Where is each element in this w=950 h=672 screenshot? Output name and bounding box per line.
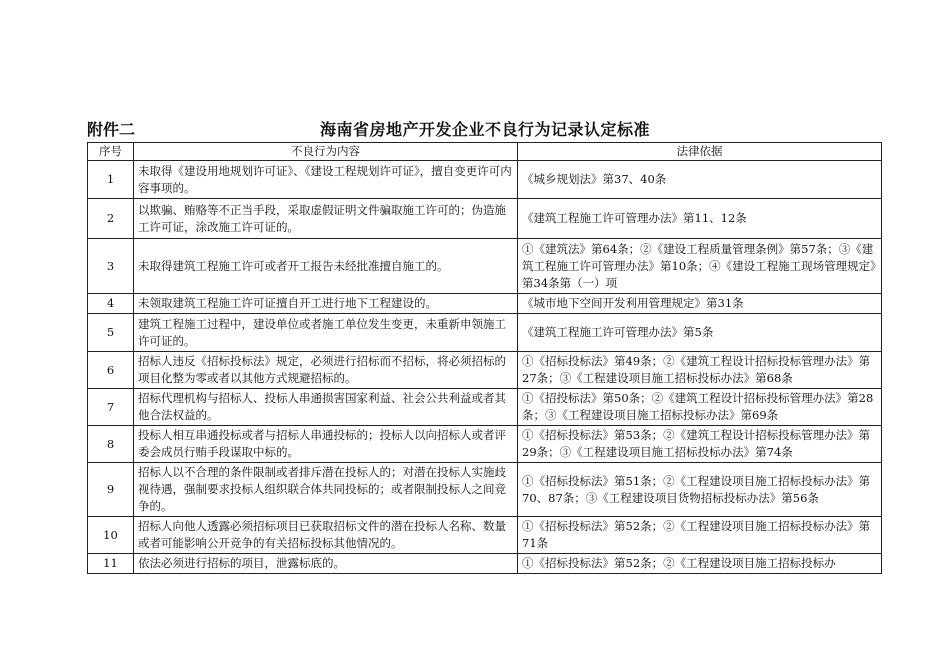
basis-cell: 《建筑工程施工许可管理办法》第11、12条 (518, 199, 882, 239)
basis-cell: ①《招标投标法》第51条；②《工程建设项目施工招标投标办法》第70、87条；③《工程建设项目货物招标投标办法》第56条 (518, 463, 882, 517)
header-no: 序号 (88, 143, 134, 161)
behavior-cell: 以欺骗、贿赂等不正当手段，采取虚假证明文件骗取施工许可的；伪造施工许可证，涂改施工许可证的。 (134, 199, 518, 239)
table-header-row (88, 143, 882, 161)
behavior-cell: 投标人相互串通投标或者与招标人串通投标的；投标人以向招标人或者评委会成员行贿手段谋取中标的。 (134, 426, 518, 463)
document-title: 海南省房地产开发企业不良行为记录认定标准 (320, 120, 651, 139)
behavior-cell: 依法必须进行招标的项目，泄露标底的。 (134, 554, 518, 574)
table-row (88, 389, 882, 426)
header-basis: 法律依据 (518, 143, 882, 161)
header-behavior: 不良行为内容 (134, 143, 518, 161)
basis-cell: ①《招标投标法》第53条；②《建筑工程设计招标投标管理办法》第29条；③《工程建设项目施工招标投标办法》第74条 (518, 426, 882, 463)
basis-cell: ①《招标投标法》第52条；②《工程建设项目施工招标投标办法》第71条 (518, 517, 882, 554)
row-number: 5 (88, 314, 134, 352)
row-number: 9 (88, 463, 134, 517)
table-row (88, 239, 882, 294)
basis-cell: ①《招标投标法》第52条；②《工程建设项目施工招标投标办 (518, 554, 882, 574)
table-row (88, 463, 882, 517)
row-number: 7 (88, 389, 134, 426)
basis-cell: 《建筑工程施工许可管理办法》第5条 (518, 314, 882, 352)
behavior-cell: 未取得建筑工程施工许可或者开工报告未经批准擅自施工的。 (134, 239, 518, 294)
behavior-cell: 未领取建筑工程施工许可证擅自开工进行地下工程建设的。 (134, 294, 518, 314)
table-row (88, 352, 882, 389)
table-row (88, 517, 882, 554)
basis-cell: ①《建筑法》第64条；②《建设工程质量管理条例》第57条；③《建筑工程施工许可管理办法》第10条；④《建设工程施工现场管理规定》第34条第（一）项 (518, 239, 882, 294)
row-number: 6 (88, 352, 134, 389)
row-number: 10 (88, 517, 134, 554)
annex-label: 附件二 (87, 120, 136, 139)
basis-cell: ①《招投标法》第50条；②《建筑工程设计招标投标管理办法》第28条；③《工程建设项目施工招标投标办法》第69条 (518, 389, 882, 426)
row-number: 2 (88, 199, 134, 239)
behavior-cell: 建筑工程施工过程中，建设单位或者施工单位发生变更，未重新申领施工许可证的。 (134, 314, 518, 352)
table-row (88, 294, 882, 314)
document-heading (87, 117, 881, 139)
table-row (88, 426, 882, 463)
table-row (88, 554, 882, 574)
table-row (88, 161, 882, 199)
row-number: 8 (88, 426, 134, 463)
row-number: 3 (88, 239, 134, 294)
row-number: 4 (88, 294, 134, 314)
behavior-cell: 招标人以不合理的条件限制或者排斥潜在投标人的；对潜在投标人实施歧视待遇，强制要求投标人组织联合体共同投标的；或者限制投标人之间竞争的。 (134, 463, 518, 517)
behavior-cell: 招标人向他人透露必须招标项目已获取招标文件的潜在投标人名称、数量或者可能影响公开竞争的有关招标投标其他情况的。 (134, 517, 518, 554)
basis-cell: ①《招标投标法》第49条；②《建筑工程设计招标投标管理办法》第27条；③《工程建设项目施工招标投标办法》第68条 (518, 352, 882, 389)
table-row (88, 199, 882, 239)
table-row (88, 314, 882, 352)
basis-cell: 《城市地下空间开发利用管理规定》第31条 (518, 294, 882, 314)
standards-table (87, 142, 882, 574)
behavior-cell: 招标人违反《招标投标法》规定，必须进行招标而不招标，将必须招标的项目化整为零或者以其他方式规避招标的。 (134, 352, 518, 389)
behavior-cell: 招标代理机构与招标人、投标人串通损害国家利益、社会公共利益或者其他合法权益的。 (134, 389, 518, 426)
behavior-cell: 未取得《建设用地规划许可证》、《建设工程规划许可证》，擅自变更许可内容事项的。 (134, 161, 518, 199)
row-number: 11 (88, 554, 134, 574)
row-number: 1 (88, 161, 134, 199)
basis-cell: 《城乡规划法》第37、40条 (518, 161, 882, 199)
